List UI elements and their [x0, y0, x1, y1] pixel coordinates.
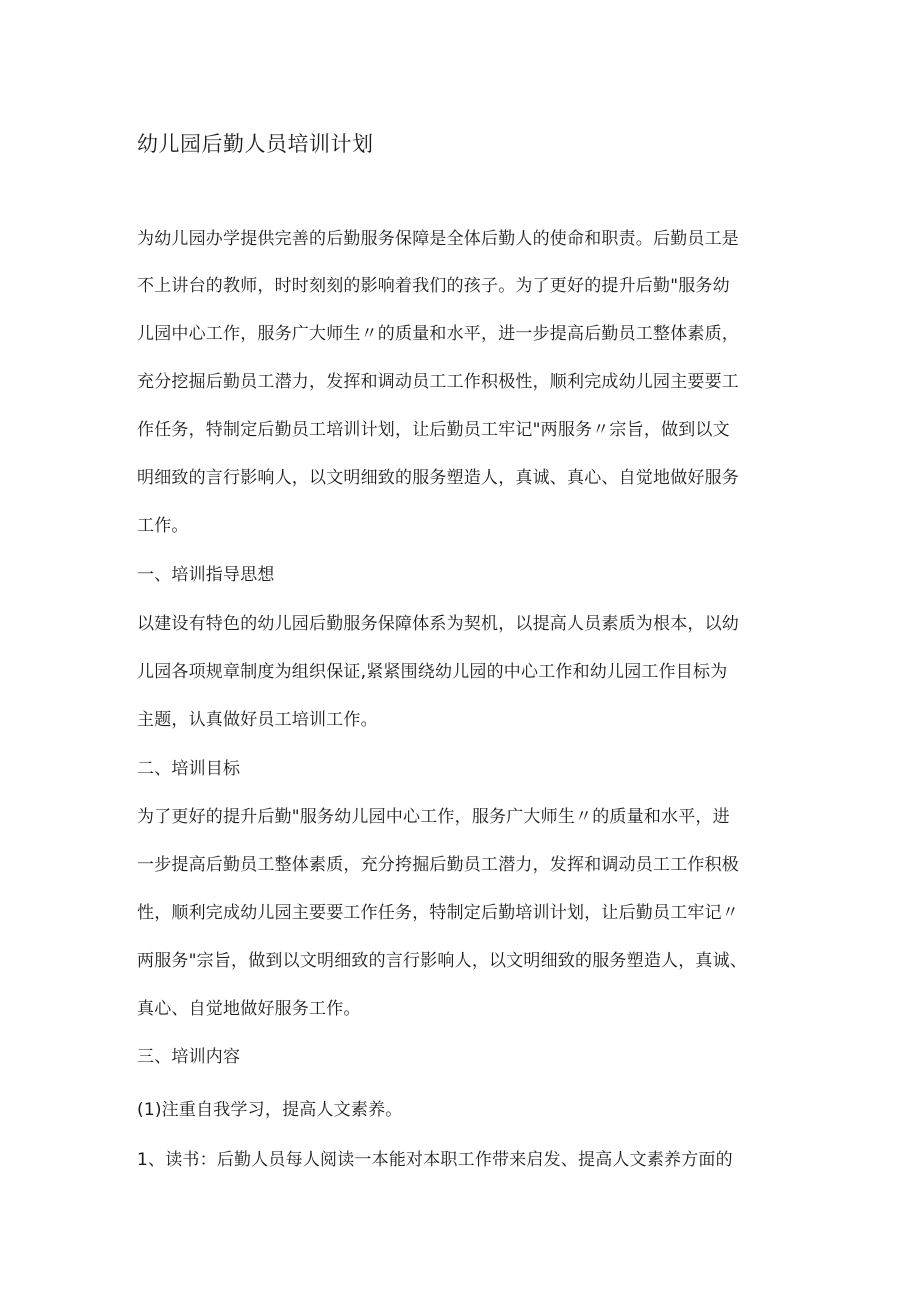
section1-line-1: 以建设有特色的幼儿园后勤服务保障体系为契机，以提高人员素质为根本，以幼	[137, 614, 739, 634]
intro-line-4: 充分挖掘后勤员工潜力，发挥和调动员工工作积极性，顺利完成幼儿园主要要工	[137, 372, 739, 392]
intro-line-7: 工作。	[137, 516, 189, 536]
section1-line-3: 主题，认真做好员工培训工作。	[137, 710, 378, 730]
subsection-heading-self-study: (1)注重自我学习，提高人文素养。	[137, 1100, 403, 1120]
section2-line-3: 性，顺利完成幼儿园主要要工作任务，特制定后勤培训计划，让后勤员工牢记〃	[137, 903, 739, 923]
section2-line-2: 一步提高后勤员工整体素质，充分挎掘后勤员工潜力，发挥和调动员工工作积极	[137, 855, 739, 875]
section2-line-1: 为了更好的提升后勤"服务幼儿园中心工作，服务广大师生〃的质量和水平，进	[137, 807, 730, 827]
intro-line-2: 不上讲台的教师，时时刻刻的影响着我们的孩子。为了更好的提升后勤"服务幼	[137, 276, 730, 296]
section-heading-training-goals: 二、培训目标	[137, 759, 241, 779]
document-title: 幼儿园后勤人员培训计划	[137, 132, 374, 156]
section2-line-5: 真心、自觉地做好服务工作。	[137, 999, 361, 1019]
intro-line-3: 儿园中心工作，服务广大师生〃的质量和水平，进一步提高后勤员工整体素质，	[137, 324, 739, 344]
section1-line-2: 儿园各项规章制度为组织保证,紧紧围绕幼儿园的中心工作和幼儿园工作目标为	[137, 662, 728, 682]
list-item-reading: 1、读书：后勤人员每人阅读一本能对本职工作带来启发、提高人文素养方面的	[137, 1150, 733, 1170]
intro-line-6: 明细致的言行影响人，以文明细致的服务塑造人，真诚、真心、自觉地做好服务	[137, 468, 739, 488]
section-heading-training-content: 三、培训内容	[137, 1047, 241, 1067]
section-heading-guiding-idea: 一、培训指导思想	[137, 565, 275, 585]
intro-line-5: 作任务，特制定后勤员工培训计划，让后勤员工牢记"两服务〃宗旨，做到以文	[137, 420, 730, 440]
section2-line-4: 两服务"宗旨，做到以文明细致的言行影响人，以文明细致的服务塑造人，真诚、	[137, 951, 748, 971]
intro-line-1: 为幼儿园办学提供完善的后勤服务保障是全体后勤人的使命和职责。后勤员工是	[137, 229, 739, 249]
